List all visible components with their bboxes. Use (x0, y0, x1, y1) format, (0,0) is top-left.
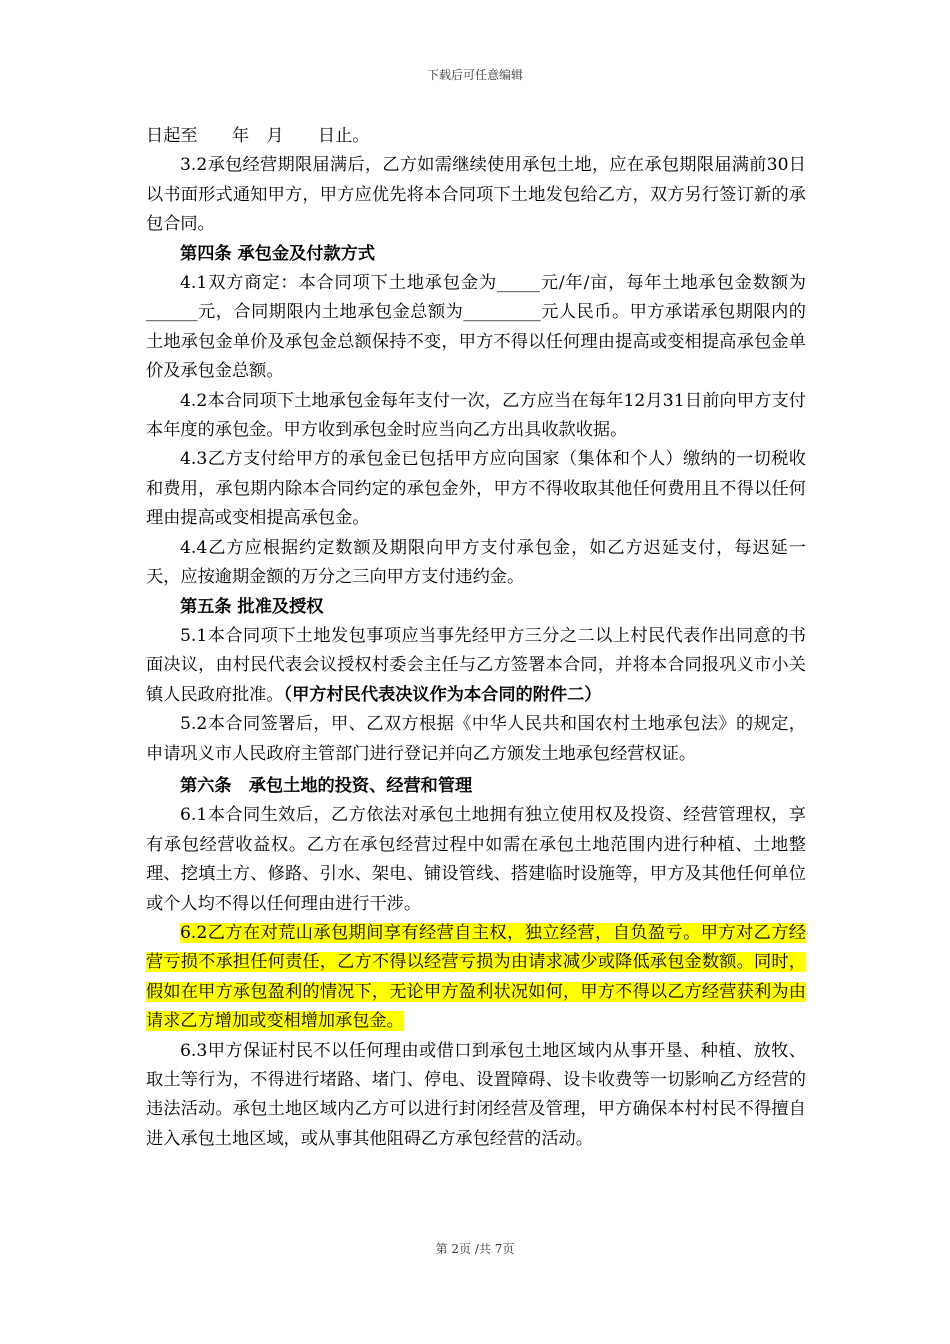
paragraph-6-1: 6.1本合同生效后，乙方依法对承包土地拥有独立使用权及投资、经营管理权，享有承包经营收益权。乙方在承包经营过程中如需在承包土地范围内进行种植、土地整理、挖填土方、修路、引水、架电、铺设管线、搭建临时设施等，甲方及其他任何单位或个人均不得以任何理由进行干涉。 (146, 805, 806, 914)
heading-article-6: 第六条 承包土地的投资、经营和管理 (180, 775, 473, 796)
paragraph-4-3: 4.3乙方支付给甲方的承包金已包括甲方应向国家（集体和个人）缴纳的一切税收和费用，承包期内除本合同约定的承包金外，甲方不得收取其他任何费用且不得以任何理由提高或变相提高承包金。 (146, 449, 806, 529)
paragraph-5-1 (146, 622, 806, 710)
paragraph-5-1-text: 5.1本合同项下土地发包事项应当事先经甲方三分之二以上村民代表作出同意的书面决议，由村民代表会议授权村委会主任与乙方签署本合同，并将本合同报巩义市小关镇人民政府批准。 (146, 625, 806, 705)
paragraph-3-2: 3.2承包经营期限届满后，乙方如需继续使用承包土地，应在承包期限届满前30日以书面形式通知甲方，甲方应优先将本合同项下土地发包给乙方，双方另行签订新的承包合同。 (146, 155, 806, 235)
highlighted-text: 6.2乙方在对荒山承包期间享有经营自主权，独立经营，自负盈亏。甲方对乙方经营亏损不承担任何责任，乙方不得以经营亏损为由请求减少或降低承包金数额。同时，假如在甲方承包盈利的情况下，无论甲方盈利状况如何，甲方不得以乙方经营获利为由请求乙方增加或变相增加承包金。 (146, 922, 806, 1032)
page-header: 下载后可任意编辑 (426, 68, 523, 82)
paragraph-5-1-annex-note: （甲方村民代表决议作为本合同的附件二） (283, 684, 602, 705)
heading-article-4: 第四条 承包金及付款方式 (180, 243, 376, 264)
paragraph-term-end: 日起至 年 月 日止。 (146, 126, 370, 146)
paragraph-4-2: 4.2本合同项下土地承包金每年支付一次，乙方应当在每年12月31日前向甲方支付本年度的承包金。甲方收到承包金时应当向乙方出具收款收据。 (146, 390, 806, 441)
heading-article-5: 第五条 批准及授权 (180, 596, 324, 617)
document-body (146, 122, 806, 1154)
paragraph-6-3: 6.3甲方保证村民不以任何理由或借口到承包土地区域内从事开垦、种植、放牧、取土等行为，不得进行堵路、堵门、停电、设置障碍、设卡收费等一切影响乙方经营的违法活动。承包土地区域内乙方可以进行封闭经营及管理，甲方确保本村村民不得擅自进入承包土地区域，或从事其他阻碍乙方承包经营的活动。 (146, 1040, 806, 1149)
paragraph-4-4: 4.4乙方应根据约定数额及期限向甲方支付承包金，如乙方迟延支付，每迟延一天，应按逾期金额的万分之三向甲方支付违约金。 (146, 537, 806, 588)
paragraph-5-2: 5.2本合同签署后，甲、乙双方根据《中华人民共和国农村土地承包法》的规定，申请巩义市人民政府主管部门进行登记并向乙方颁发土地承包经营权证。 (146, 714, 806, 764)
paragraph-6-2 (146, 919, 806, 1037)
paragraph-4-1: 4.1双方商定：本合同项下土地承包金为_____元/年/亩，每年土地承包金数额为______元，合同期限内土地承包金总额为_________元人民币。甲方承诺承包期限内的土地承包金单价及承包金总额保持不变，甲方不得以任何理由提高或变相提高承包金单价及承包金总额。 (146, 273, 806, 382)
page-footer: 第 2页 /共 7页 (435, 1242, 515, 1256)
